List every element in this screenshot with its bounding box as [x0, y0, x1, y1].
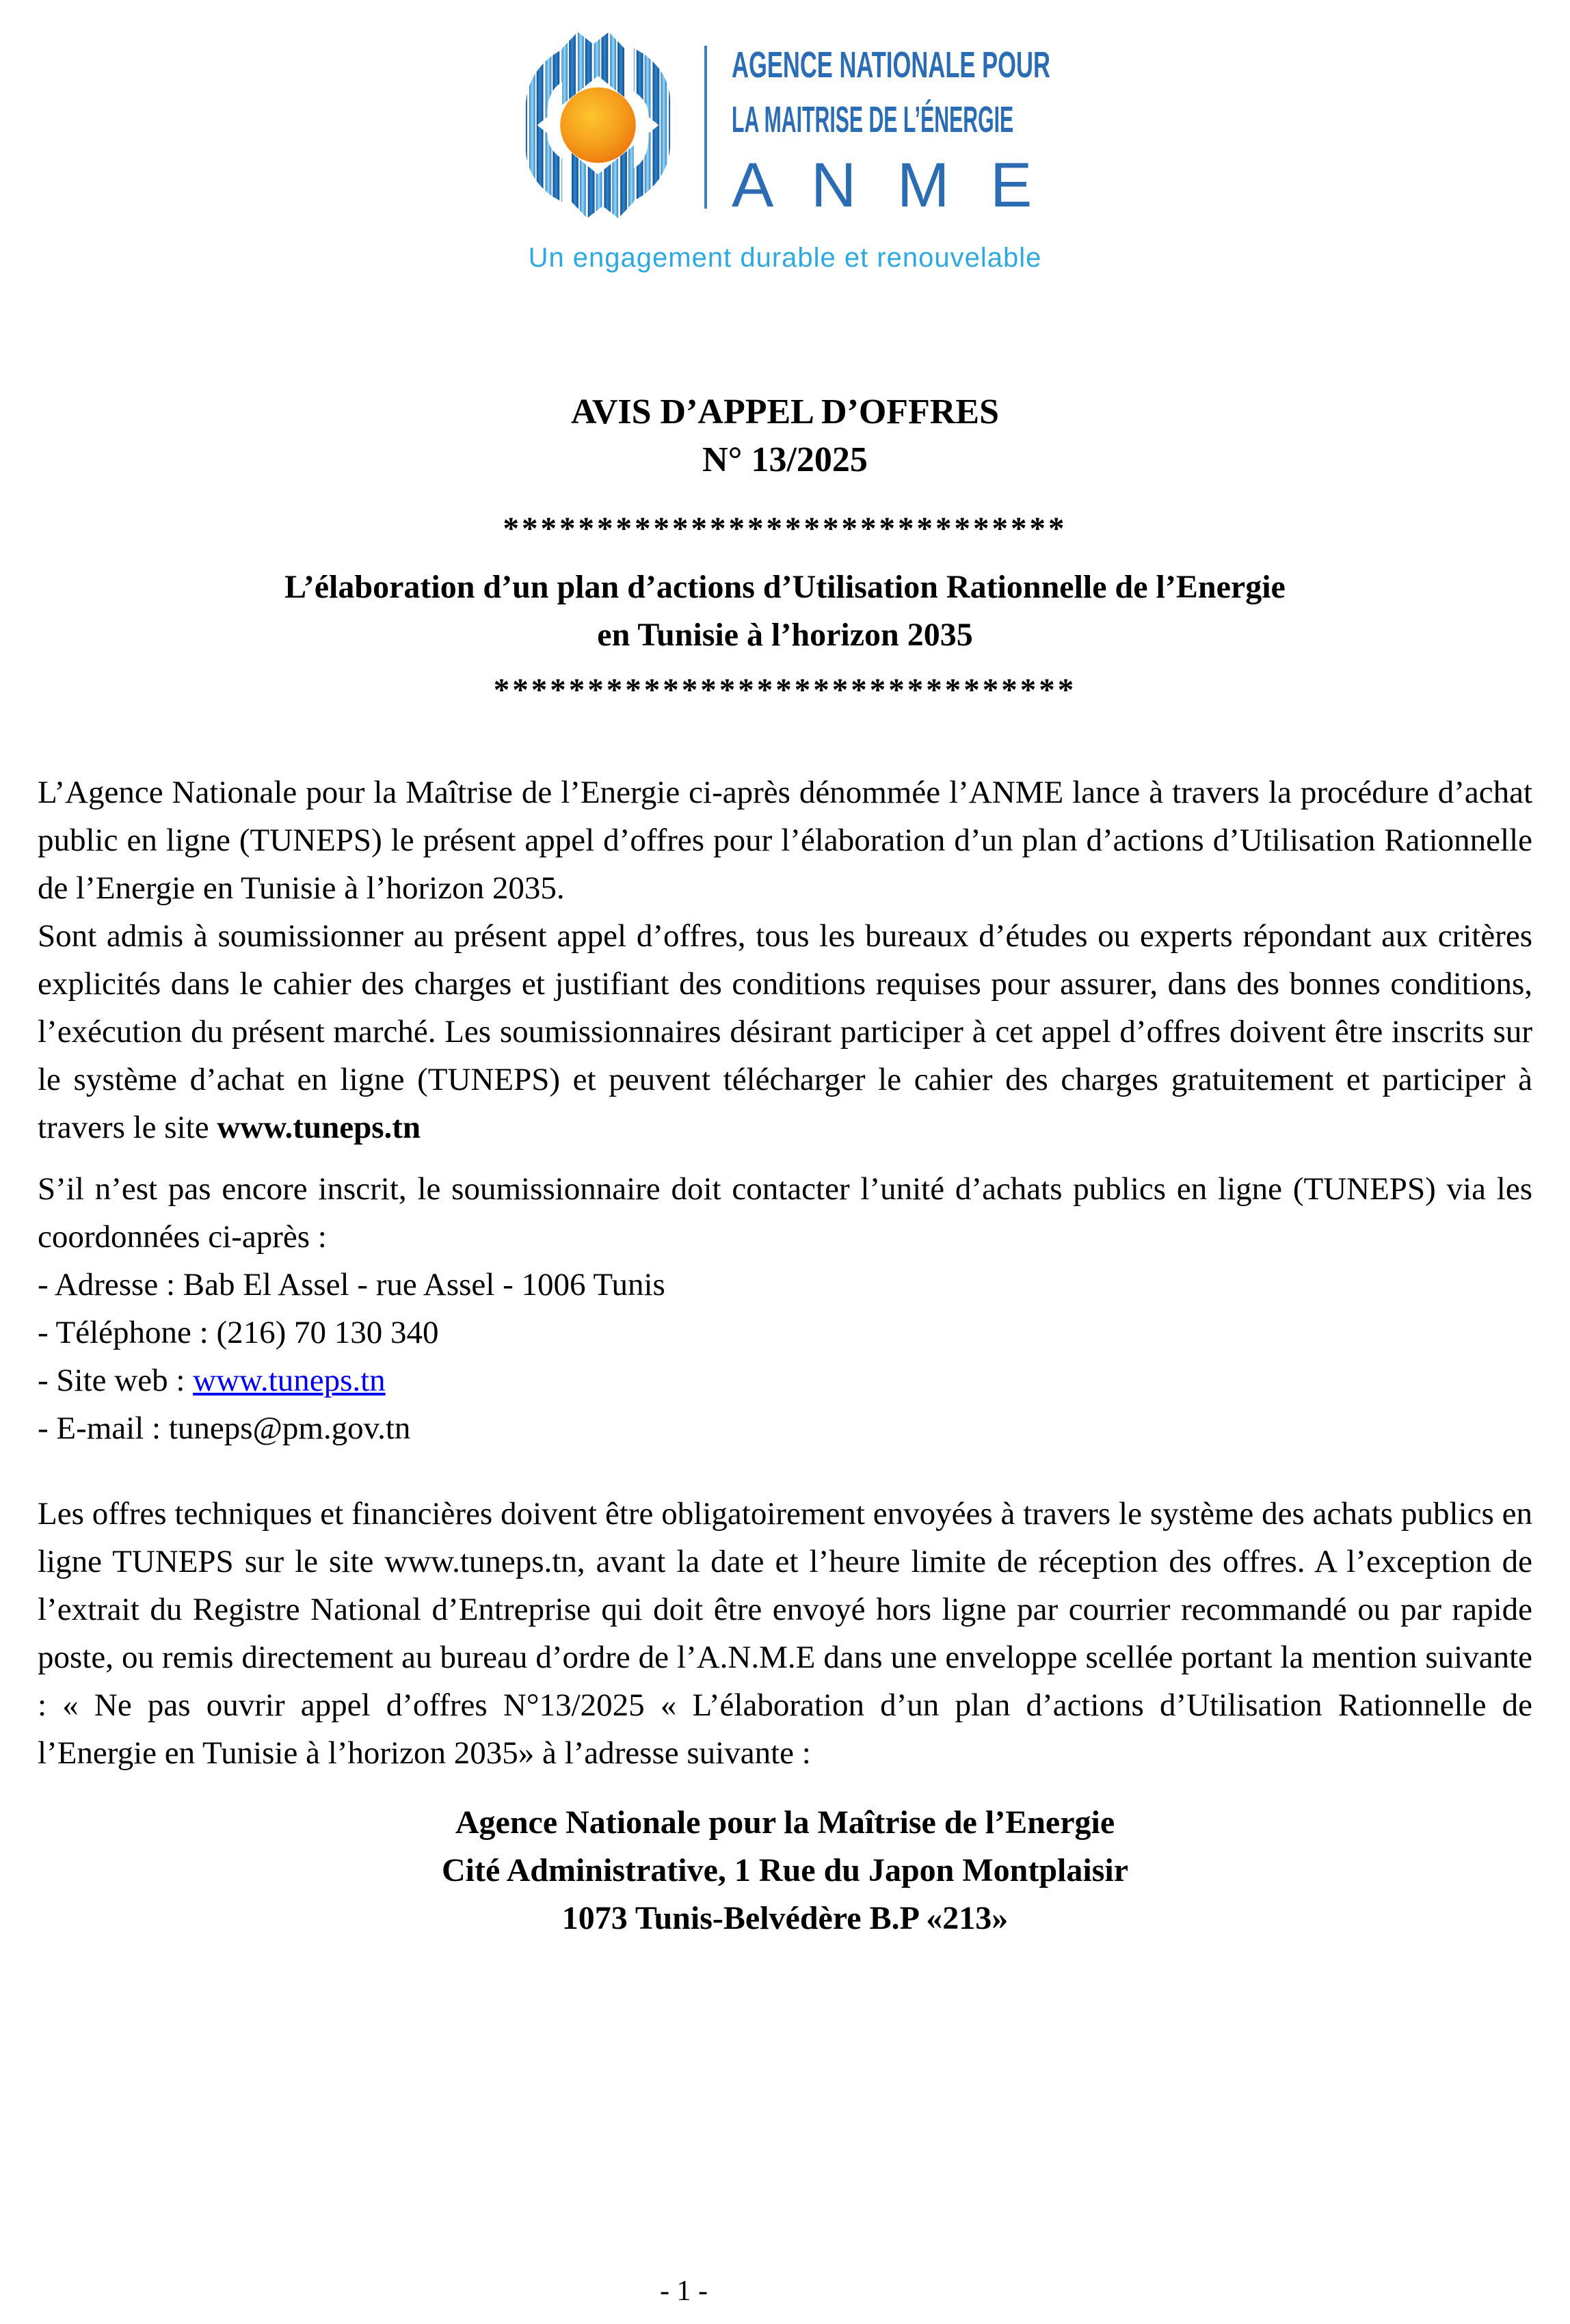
- anme-logo: [38, 23, 1532, 228]
- contact-website-line: [38, 1357, 1532, 1404]
- anme-emblem-icon: [520, 23, 676, 228]
- tuneps-site-bold: www.tuneps.tn: [217, 1110, 421, 1145]
- title-line1: AVIS D’APPEL D’OFFRES: [570, 392, 999, 431]
- paragraph-submission: Les offres techniques et financières doivent être obligatoirement envoyées à travers le système des achats publics en ligne TUNEPS sur le site www.tuneps.tn, avant la date et l’heure limite de réception des offres. A l’exception de l’extrait du Registre National d’Entreprise qui doit être envoyé hors ligne par courrier recommandé ou par rapide poste, ou remis directement au bureau d’ordre de l’A.N.M.E dans une enveloppe scellée portant la mention suivante : « Ne pas ouvrir appel d’offres N°13/2025 « L’élaboration d’un plan d’actions d’Utilisation Rationnelle de l’Energie en Tunisie à l’horizon 2035» à l’adresse suivante :: [38, 1496, 1532, 1771]
- logo-name-line2: LA MAITRISE DE L’ÉNERGIE: [732, 99, 1014, 140]
- title-line2: N° 13/2025: [702, 440, 868, 479]
- paragraph-eligibility: [38, 912, 1532, 1151]
- document-title: [38, 388, 1532, 484]
- agency-address-line1: Agence Nationale pour la Maîtrise de l’Energie: [455, 1804, 1115, 1841]
- subject-line2: en Tunisie à l’horizon 2035: [597, 617, 973, 653]
- logo-text-block: [732, 23, 1050, 220]
- agency-address-line2: Cité Administrative, 1 Rue du Japon Montplaisir: [441, 1852, 1129, 1888]
- stars-divider-bottom: *******************************: [493, 672, 1077, 708]
- contact-website-label: - Site web :: [38, 1363, 194, 1398]
- contact-email-line: - E-mail : tuneps@pm.gov.tn: [38, 1411, 411, 1446]
- agency-address-line3: 1073 Tunis-Belvédère B.P «213»: [561, 1900, 1009, 1936]
- subject-line1: L’élaboration d’un plan d’actions d’Utilisation Rationnelle de l’Energie: [284, 569, 1286, 605]
- contact-phone-line: - Téléphone : (216) 70 130 340: [38, 1315, 439, 1350]
- logo-tagline: Un engagement durable et renouvelable: [528, 243, 1042, 273]
- logo-name-line1: AGENCE NATIONALE POUR: [732, 44, 1050, 85]
- logo-acronym: A N M E: [732, 150, 1044, 220]
- logo-separator-line: [704, 46, 707, 209]
- agency-address-block: [38, 1799, 1532, 1942]
- contact-address-line: - Adresse : Bab El Assel - rue Assel - 1006 Tunis: [38, 1267, 665, 1303]
- paragraph-registration: S’il n’est pas encore inscrit, le soumissionnaire doit contacter l’unité d’achats publics en ligne (TUNEPS) via les coordonnées ci-après :: [38, 1171, 1532, 1255]
- tender-subject: [38, 563, 1532, 659]
- document-page: [0, 23, 1570, 2324]
- page-content: [0, 23, 1570, 1942]
- page-number: - 1 -: [660, 2275, 708, 2307]
- contact-section: [38, 1165, 1532, 1452]
- paragraph-eligibility-text: Sont admis à soumissionner au présent appel d’offres, tous les bureaux d’études ou experts répondant aux critères explicités dans le cahier des charges et justifiant des conditions requises pour assurer, dans des bonnes conditions, l’exécution du présent marché. Les soumissionnaires désirant participer à cet appel d’offres doivent être inscrits sur le système d’achat en ligne (TUNEPS) et peuvent télécharger le cahier des charges gratuitement et participer à travers le site: [38, 918, 1532, 1145]
- paragraph-introduction: L’Agence Nationale pour la Maîtrise de l’Energie ci-après dénommée l’ANME lance à travers la procédure d’achat public en ligne (TUNEPS) le présent appel d’offres pour l’élaboration d’un plan d’actions d’Utilisation Rationnelle de l’Energie en Tunisie à l’horizon 2035.: [38, 775, 1532, 906]
- stars-divider-top: ******************************: [503, 511, 1067, 546]
- tuneps-website-link[interactable]: www.tuneps.tn: [193, 1363, 386, 1398]
